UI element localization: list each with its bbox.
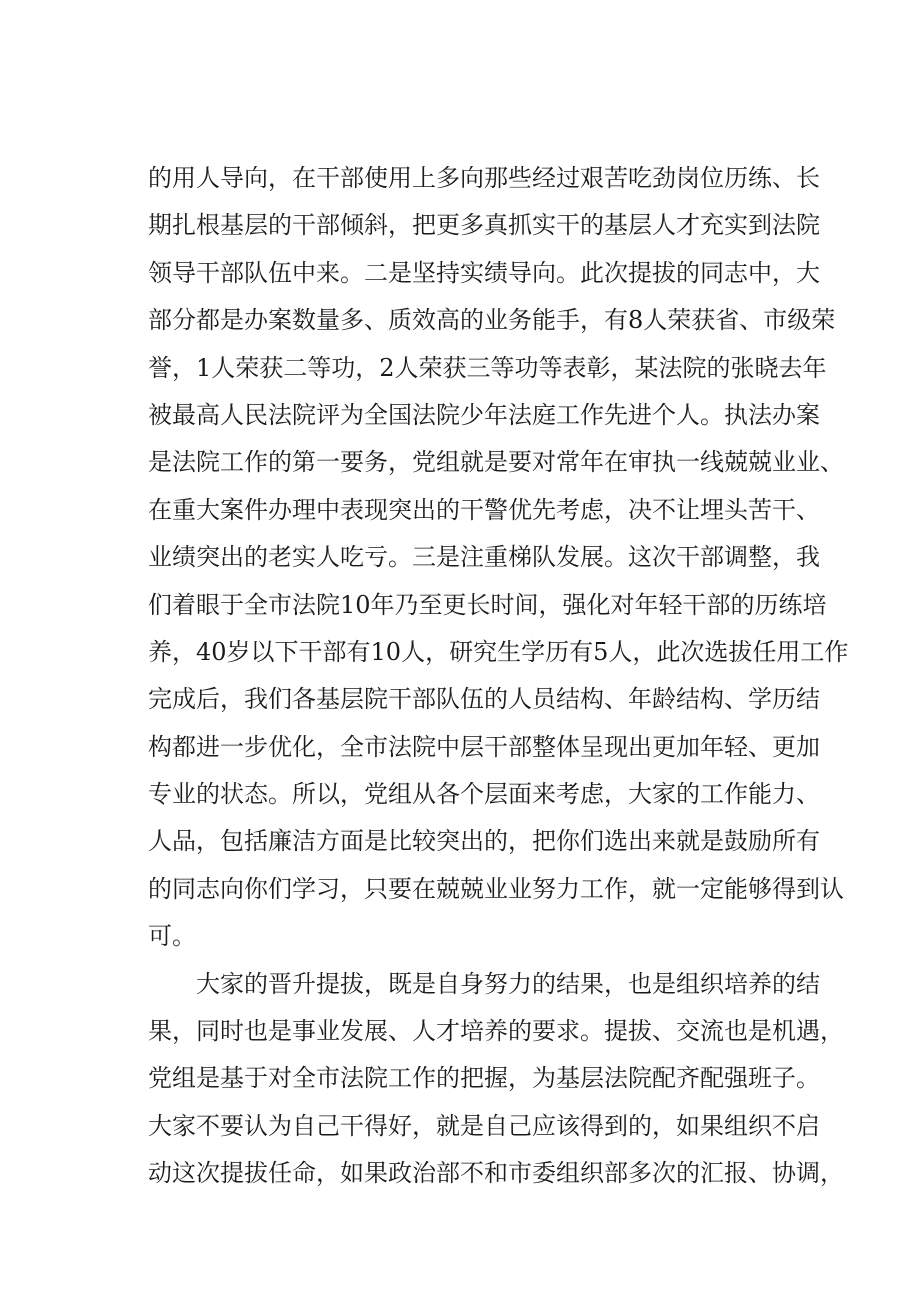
text-line: 动这次提拔任命，如果政治部不和市委组织部多次的汇报、协调， [148,1159,844,1188]
text-line: 果，同时也是事业发展、人才培养的要求。提拔、交流也是机遇， [148,1017,844,1046]
text-line: 党组是基于对全市法院工作的把握，为基层法院配齐配强班子。 [148,1064,820,1093]
text-line: 养，40岁以下干部有10人，研究生学历有5人，此次选拔任用工作 [148,637,849,666]
text-line: 人品，包括廉洁方面是比较突出的，把你们选出来就是鼓励所有 [148,827,820,856]
text-line: 可。 [148,922,196,951]
paragraph-1 [148,155,849,961]
text-line: 的同志向你们学习，只要在兢兢业业努力工作，就一定能够得到认 [148,874,844,903]
text-line: 完成后，我们各基层院干部队伍的人员结构、年龄结构、学历结 [148,685,820,714]
text-line: 期扎根基层的干部倾斜，把更多真抓实干的基层人才充实到法院 [148,211,820,240]
text-line: 被最高人民法院评为全国法院少年法庭工作先进个人。执法办案 [148,400,820,429]
text-line: 专业的状态。所以，党组从各个层面来考虑，大家的工作能力、 [148,780,820,809]
text-line: 大家不要认为自己干得好，就是自己应该得到的，如果组织不启 [148,1111,820,1140]
text-line: 是法院工作的第一要务，党组就是要对常年在审执一线兢兢业业、 [148,448,844,477]
text-line: 大家的晋升提拔，既是自身努力的结果，也是组织培养的结 [196,969,820,998]
text-line: 业绩突出的老实人吃亏。三是注重梯队发展。这次干部调整，我 [148,543,820,572]
text-line: 在重大案件办理中表现突出的干警优先考虑，决不让埋头苦干、 [148,495,820,524]
text-line: 们着眼于全市法院10年乃至更长时间，强化对年轻干部的历练培 [148,590,827,619]
paragraph-2 [148,961,844,1198]
text-line: 领导干部队伍中来。二是坚持实绩导向。此次提拔的同志中，大 [148,258,820,287]
text-line: 构都进一步优化，全市法院中层干部整体呈现出更加年轻、更加 [148,732,820,761]
body-text [148,155,849,1198]
text-line: 誉，1人荣获二等功，2人荣获三等功等表彰，某法院的张晓去年 [148,353,827,382]
text-line: 部分都是办案数量多、质效高的业务能手，有8人荣获省、市级荣 [148,306,836,335]
text-line: 的用人导向，在干部使用上多向那些经过艰苦吃劲岗位历练、长 [148,164,820,192]
